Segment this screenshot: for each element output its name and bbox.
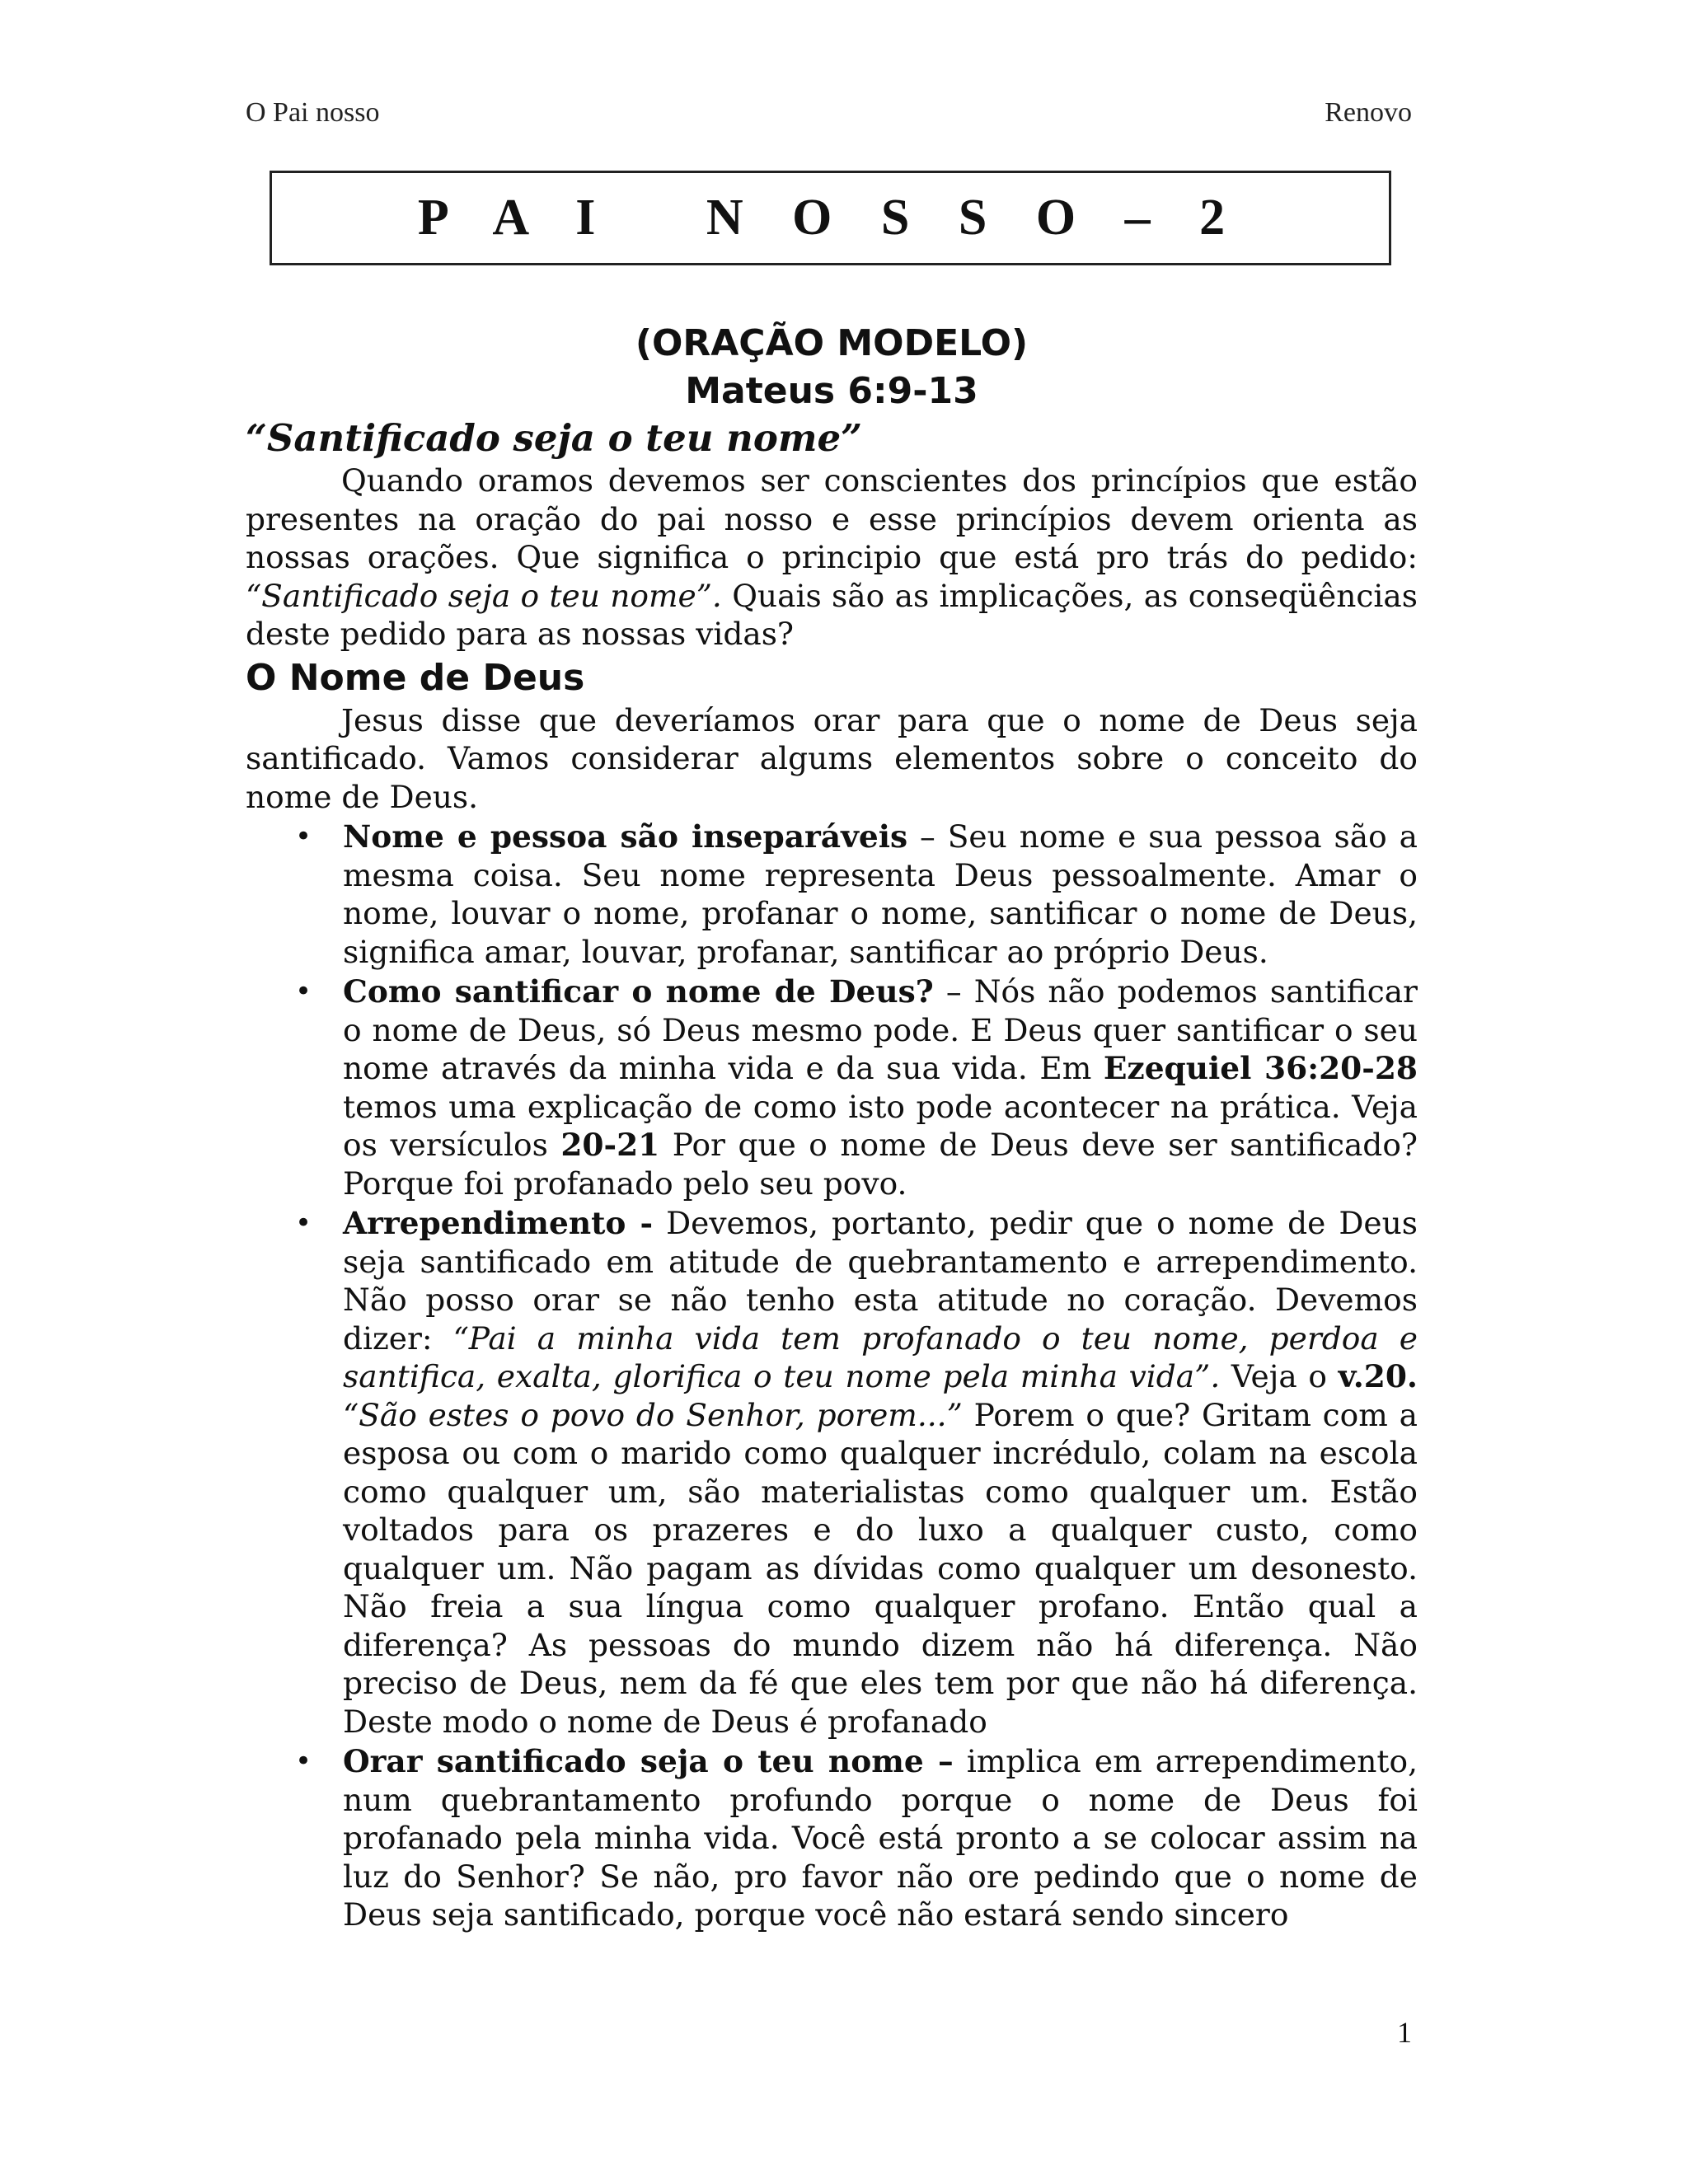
section-intro-paragraph: Jesus disse que deveríamos orar para que o nome de Deus seja santificado. Vamos considerar algums elementos sobre o conceito do nome de Deus. [246, 701, 1418, 815]
title-box [270, 171, 1391, 265]
bullet-3-quote-1: “Pai a minha vida tem profanado o teu nome, perdoa e santifica, exalta, glorifica o teu nome pela minha vida”. [343, 1319, 1418, 1394]
bullet-1-bold: Nome e pessoa são inseparáveis [343, 818, 908, 855]
bullet-3-bold: Arrependimento - [343, 1205, 654, 1241]
bullet-4-text: implica em arrependimento, num quebrantamento profundo porque o nome de Deus foi profanado pela minha vida. Você está pronto a se colocar assim na luz do Senhor? Se não, pro favor não ore pedindo que o nome de Deus seja santificado, porque você não estará sendo sincero [343, 1743, 1418, 1933]
bullet-2-reference: Ezequiel 36:20-28 [1103, 1050, 1418, 1086]
section-heading: O Nome de Deus [246, 656, 585, 699]
document-body [246, 320, 1418, 1936]
bullet-3-text-2: Veja o [1220, 1358, 1339, 1394]
running-header-left: O Pai nosso [246, 97, 380, 128]
bullet-icon: • [295, 975, 312, 1008]
bullet-icon: • [295, 820, 312, 853]
intro-text-1: Quando oramos devemos ser conscientes dos princípios que estão presentes na oração do pai nosso e esse princípios devem orienta as nossas orações. Que significa o principio que está pro trás do pedido: [246, 462, 1418, 575]
bullet-2-text-2: temos uma explicação de como isto pode acontecer na prática. Veja os versículos [343, 1088, 1418, 1163]
intro-quote: “Santificado seja o teu nome”. [246, 577, 722, 614]
running-header-right: Renovo [1325, 97, 1412, 128]
bullet-3-text-3: Porem o que? Gritam com a esposa ou com o marido como qualquer incrédulo, colam na escola como qualquer um, são materialistas como qualquer um. Estão voltados para os prazeres e do luxo a qualquer custo, como qualquer um. Não pagam as dívidas como qualquer um desonesto. Não freia a sua língua como qualquer profano. Então qual a diferença? As pessoas do mundo dizem não há diferença. Não preciso de Deus, nem da fé que eles tem por que não há diferença. Deste modo o nome de Deus é profanado [343, 1396, 1418, 1740]
list-item [246, 972, 1418, 1202]
document-title: P A I N O S S O – 2 [417, 190, 1244, 246]
bullet-4-bold: Orar santificado seja o teu nome – [343, 1743, 954, 1779]
intro-paragraph [246, 462, 1418, 654]
quote-heading: “Santificado seja o teu nome” [246, 416, 862, 460]
subtitle-scripture-reference: Mateus 6:9-13 [685, 370, 978, 412]
bullet-list [246, 818, 1418, 1934]
page-number: 1 [1397, 2016, 1412, 2049]
bullet-2-text-3: Por que o nome de Deus deve ser santificado? Porque foi profanado pelo seu povo. [343, 1127, 1418, 1202]
bullet-3-text-1: Devemos, portanto, pedir que o nome de Deus seja santificado em atitude de quebrantamento e arrependimento. Não posso orar se não tenho esta atitude no coração. Devemos dizer: [343, 1205, 1418, 1357]
bullet-2-text-1: – Nós não podemos santificar o nome de Deus, só Deus mesmo pode. E Deus quer santificar o seu nome através da minha vida e da sua vida. Em [343, 973, 1418, 1086]
bullet-3-verse: v.20. [1338, 1358, 1418, 1394]
bullet-2-verses: 20-21 [560, 1127, 660, 1163]
subtitle-oracao-modelo: (ORAÇÃO MODELO) [635, 322, 1029, 364]
list-item [246, 1204, 1418, 1741]
bullet-1-text: – Seu nome e sua pessoa são a mesma coisa. Seu nome representa Deus pessoalmente. Amar o nome, louvar o nome, profanar o nome, santificar o nome de Deus, significa amar, louvar, profanar, santificar ao próprio Deus. [343, 818, 1418, 970]
bullet-3-quote-2: “São estes o povo do Senhor, porem...” [343, 1396, 963, 1433]
bullet-icon: • [295, 1745, 312, 1778]
list-item [246, 818, 1418, 971]
bullet-icon: • [295, 1207, 312, 1240]
list-item [246, 1742, 1418, 1934]
intro-text-2: Quais são as implicações, as conseqüências deste pedido para as nossas vidas? [246, 577, 1418, 652]
bullet-2-bold: Como santificar o nome de Deus? [343, 973, 934, 1010]
